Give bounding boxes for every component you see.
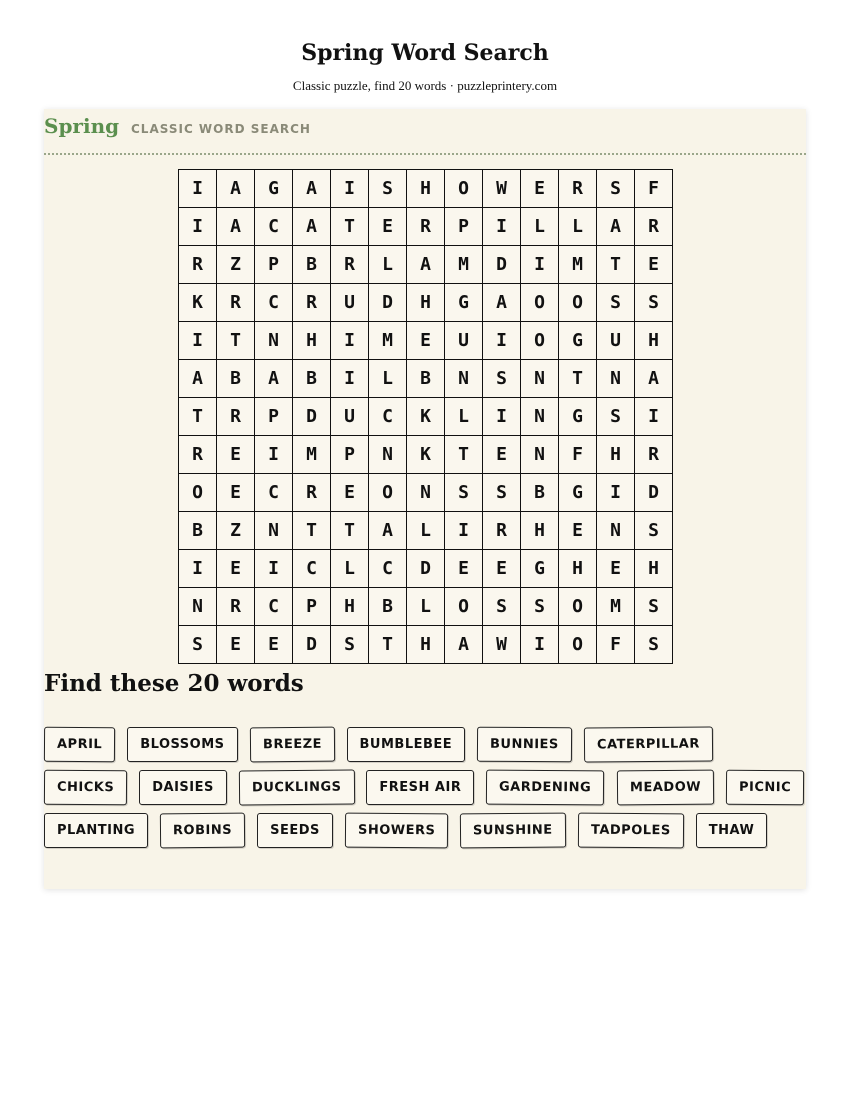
grid-cell[interactable]: W [483, 626, 521, 664]
grid-cell[interactable]: I [331, 170, 369, 208]
word-chip[interactable]: FRESH AIR [366, 770, 474, 805]
grid-cell[interactable]: R [293, 284, 331, 322]
grid-cell[interactable]: W [483, 170, 521, 208]
grid-cell[interactable]: N [407, 474, 445, 512]
grid-cell[interactable]: T [331, 208, 369, 246]
grid-cell[interactable]: E [445, 550, 483, 588]
grid-cell[interactable]: A [255, 360, 293, 398]
grid-cell[interactable]: T [369, 626, 407, 664]
grid-cell[interactable]: U [445, 322, 483, 360]
grid-cell[interactable]: H [597, 436, 635, 474]
grid-cell[interactable]: O [445, 170, 483, 208]
word-chip[interactable]: THAW [696, 813, 768, 848]
word-chip[interactable]: TADPOLES [578, 813, 684, 849]
grid-cell[interactable]: G [521, 550, 559, 588]
grid-cell[interactable]: M [597, 588, 635, 626]
grid-cell[interactable]: S [445, 474, 483, 512]
grid-cell[interactable]: K [179, 284, 217, 322]
grid-cell[interactable]: C [255, 588, 293, 626]
grid-cell[interactable]: E [217, 436, 255, 474]
grid-cell[interactable]: U [597, 322, 635, 360]
grid-cell[interactable]: B [179, 512, 217, 550]
grid-cell[interactable]: G [559, 322, 597, 360]
grid-cell[interactable]: P [255, 246, 293, 284]
grid-cell[interactable]: C [255, 474, 293, 512]
grid-cell[interactable]: N [521, 360, 559, 398]
grid-cell[interactable]: N [255, 512, 293, 550]
grid-cell[interactable]: G [559, 398, 597, 436]
grid-cell[interactable]: B [407, 360, 445, 398]
grid-cell[interactable]: O [521, 284, 559, 322]
grid-cell[interactable]: U [331, 398, 369, 436]
grid-cell[interactable]: L [369, 360, 407, 398]
grid-cell[interactable]: R [217, 588, 255, 626]
grid-cell[interactable]: I [483, 208, 521, 246]
word-chip[interactable]: BUMBLEBEE [347, 727, 466, 762]
grid-cell[interactable]: M [293, 436, 331, 474]
grid-cell[interactable]: T [217, 322, 255, 360]
grid-cell[interactable]: T [559, 360, 597, 398]
grid-cell[interactable]: C [369, 550, 407, 588]
grid-cell[interactable]: F [635, 170, 673, 208]
grid-cell[interactable]: B [521, 474, 559, 512]
grid-cell[interactable]: D [635, 474, 673, 512]
grid-cell[interactable]: H [521, 512, 559, 550]
grid-cell[interactable]: L [369, 246, 407, 284]
grid-cell[interactable]: I [331, 322, 369, 360]
grid-cell[interactable]: A [445, 626, 483, 664]
word-chip[interactable]: GARDENING [486, 770, 604, 806]
grid-cell[interactable]: L [407, 588, 445, 626]
grid-cell[interactable]: H [407, 284, 445, 322]
grid-cell[interactable]: R [483, 512, 521, 550]
grid-cell[interactable]: R [293, 474, 331, 512]
word-list [44, 727, 806, 848]
puzzle-type-label: CLASSIC WORD SEARCH [131, 122, 311, 136]
grid-cell[interactable]: S [597, 170, 635, 208]
grid-cell[interactable]: R [179, 246, 217, 284]
grid-cell[interactable]: L [407, 512, 445, 550]
grid-cell[interactable]: E [483, 550, 521, 588]
grid-cell[interactable]: K [407, 398, 445, 436]
grid-cell[interactable]: S [483, 588, 521, 626]
grid-cell[interactable]: E [217, 550, 255, 588]
grid-cell[interactable]: S [635, 626, 673, 664]
grid-cell[interactable]: R [635, 208, 673, 246]
grid-cell[interactable]: I [179, 170, 217, 208]
word-chip[interactable]: PICNIC [725, 770, 803, 806]
grid-cell[interactable]: R [331, 246, 369, 284]
word-chip[interactable]: BUNNIES [477, 727, 572, 763]
grid-cell[interactable]: B [293, 360, 331, 398]
grid-cell[interactable]: C [369, 398, 407, 436]
grid-cell[interactable]: I [179, 322, 217, 360]
grid-cell[interactable]: D [293, 398, 331, 436]
grid-cell[interactable]: I [635, 398, 673, 436]
grid-cell[interactable]: S [635, 512, 673, 550]
grid-cell[interactable]: T [293, 512, 331, 550]
grid-cell[interactable]: G [255, 170, 293, 208]
word-chip[interactable]: APRIL [44, 727, 115, 762]
grid-cell[interactable]: O [521, 322, 559, 360]
grid-cell[interactable]: T [597, 246, 635, 284]
grid-cell[interactable]: N [179, 588, 217, 626]
word-chip[interactable]: BLOSSOMS [127, 727, 237, 762]
grid-cell[interactable]: B [293, 246, 331, 284]
grid-cell[interactable]: F [597, 626, 635, 664]
grid-cell[interactable]: D [407, 550, 445, 588]
word-chip[interactable]: PLANTING [44, 813, 148, 848]
word-chip[interactable]: DUCKLINGS [239, 769, 355, 805]
grid-cell[interactable]: O [559, 588, 597, 626]
grid-cell[interactable]: R [179, 436, 217, 474]
grid-cell[interactable]: N [597, 512, 635, 550]
grid-cell[interactable]: E [331, 474, 369, 512]
grid-cell[interactable]: Z [217, 246, 255, 284]
grid-cell[interactable]: I [255, 436, 293, 474]
letter-grid [178, 169, 673, 664]
grid-cell[interactable]: A [483, 284, 521, 322]
grid-cell[interactable]: E [521, 170, 559, 208]
grid-cell[interactable]: N [521, 436, 559, 474]
word-chip[interactable]: SEEDS [257, 813, 333, 848]
grid-cell[interactable]: M [559, 246, 597, 284]
grid-cell[interactable]: N [369, 436, 407, 474]
grid-cell[interactable]: I [483, 398, 521, 436]
grid-cell[interactable]: S [483, 474, 521, 512]
grid-cell[interactable]: P [255, 398, 293, 436]
grid-cell[interactable]: I [331, 360, 369, 398]
grid-cell[interactable]: A [293, 208, 331, 246]
word-chip[interactable]: MEADOW [616, 770, 713, 806]
word-chip[interactable]: ROBINS [160, 813, 245, 849]
grid-cell[interactable]: E [255, 626, 293, 664]
grid-cell[interactable]: R [635, 436, 673, 474]
grid-cell[interactable]: S [635, 284, 673, 322]
grid-cell[interactable]: E [217, 474, 255, 512]
grid-cell[interactable]: E [407, 322, 445, 360]
grid-cell[interactable]: N [445, 360, 483, 398]
brand-label: Spring [44, 114, 120, 138]
grid-cell[interactable]: L [331, 550, 369, 588]
grid-cell[interactable]: R [407, 208, 445, 246]
grid-cell[interactable]: A [597, 208, 635, 246]
grid-cell[interactable]: E [369, 208, 407, 246]
grid-cell[interactable]: T [331, 512, 369, 550]
grid-cell[interactable]: P [331, 436, 369, 474]
grid-cell[interactable]: M [445, 246, 483, 284]
grid-cell[interactable]: T [179, 398, 217, 436]
grid-cell[interactable]: P [293, 588, 331, 626]
grid-cell[interactable]: A [179, 360, 217, 398]
grid-cell[interactable]: I [521, 246, 559, 284]
grid-cell[interactable]: H [407, 626, 445, 664]
word-chip[interactable]: SUNSHINE [460, 813, 566, 849]
grid-cell[interactable]: I [445, 512, 483, 550]
word-chip[interactable]: CATERPILLAR [584, 726, 713, 762]
word-chip[interactable]: SHOWERS [345, 813, 449, 849]
grid-cell[interactable]: E [559, 512, 597, 550]
grid-cell[interactable]: L [559, 208, 597, 246]
grid-cell[interactable]: S [521, 588, 559, 626]
grid-cell[interactable]: C [293, 550, 331, 588]
grid-cell[interactable]: U [331, 284, 369, 322]
word-chip[interactable]: DAISIES [139, 770, 227, 805]
word-chip[interactable]: CHICKS [44, 770, 127, 806]
grid-cell[interactable]: A [635, 360, 673, 398]
card-header [44, 109, 806, 155]
grid-cell[interactable]: S [597, 398, 635, 436]
grid-cell[interactable]: O [559, 284, 597, 322]
grid-cell[interactable]: H [407, 170, 445, 208]
grid-cell[interactable]: H [293, 322, 331, 360]
grid-cell[interactable]: L [445, 398, 483, 436]
word-chip[interactable]: BREEZE [249, 727, 334, 763]
grid-cell[interactable]: F [559, 436, 597, 474]
word-list-heading: Find these 20 words [44, 670, 304, 697]
grid-cell[interactable]: M [369, 322, 407, 360]
grid-cell[interactable]: O [445, 588, 483, 626]
grid-cell[interactable]: P [445, 208, 483, 246]
grid-cell[interactable]: A [293, 170, 331, 208]
grid-cell[interactable]: R [559, 170, 597, 208]
grid-cell[interactable]: E [217, 626, 255, 664]
grid-cell[interactable]: O [559, 626, 597, 664]
grid-cell[interactable]: N [597, 360, 635, 398]
grid-cell[interactable]: H [635, 322, 673, 360]
grid-cell[interactable]: G [445, 284, 483, 322]
grid-cell[interactable]: S [635, 588, 673, 626]
grid-cell[interactable]: C [255, 284, 293, 322]
grid-cell[interactable]: E [597, 550, 635, 588]
grid-cell[interactable]: O [179, 474, 217, 512]
grid-cell[interactable]: G [559, 474, 597, 512]
puzzle-card [44, 109, 806, 889]
grid-cell[interactable]: S [179, 626, 217, 664]
grid-cell[interactable]: H [331, 588, 369, 626]
page-title: Spring Word Search [301, 40, 549, 66]
grid-cell[interactable]: S [483, 360, 521, 398]
grid-cell[interactable]: S [331, 626, 369, 664]
grid-cell[interactable]: I [521, 626, 559, 664]
grid-cell[interactable]: T [445, 436, 483, 474]
grid-cell[interactable]: H [559, 550, 597, 588]
grid-cell[interactable]: I [483, 322, 521, 360]
grid-cell[interactable]: I [179, 550, 217, 588]
grid-cell[interactable]: R [217, 398, 255, 436]
grid-cell[interactable]: S [369, 170, 407, 208]
grid-cell[interactable]: I [597, 474, 635, 512]
grid-cell[interactable]: C [255, 208, 293, 246]
grid-cell[interactable]: Z [217, 512, 255, 550]
grid-cell[interactable]: B [369, 588, 407, 626]
grid-cell[interactable]: E [483, 436, 521, 474]
grid-cell[interactable]: E [635, 246, 673, 284]
grid-cell[interactable]: N [521, 398, 559, 436]
grid-cell[interactable]: D [293, 626, 331, 664]
grid-cell[interactable]: B [217, 360, 255, 398]
grid-cell[interactable]: I [255, 550, 293, 588]
grid-cell[interactable]: L [521, 208, 559, 246]
grid-cell[interactable]: R [217, 284, 255, 322]
grid-cell[interactable]: A [369, 512, 407, 550]
grid-cell[interactable]: N [255, 322, 293, 360]
grid-cell[interactable]: S [597, 284, 635, 322]
grid-cell[interactable]: A [217, 170, 255, 208]
grid-cell[interactable]: A [407, 246, 445, 284]
grid-cell[interactable]: H [635, 550, 673, 588]
grid-cell[interactable]: D [483, 246, 521, 284]
grid-cell[interactable]: A [217, 208, 255, 246]
grid-cell[interactable]: I [179, 208, 217, 246]
grid-cell[interactable]: D [369, 284, 407, 322]
page-subtitle: Classic puzzle, find 20 words · puzzleprintery.com [292, 78, 558, 93]
grid-cell[interactable]: O [369, 474, 407, 512]
grid-cell[interactable]: K [407, 436, 445, 474]
